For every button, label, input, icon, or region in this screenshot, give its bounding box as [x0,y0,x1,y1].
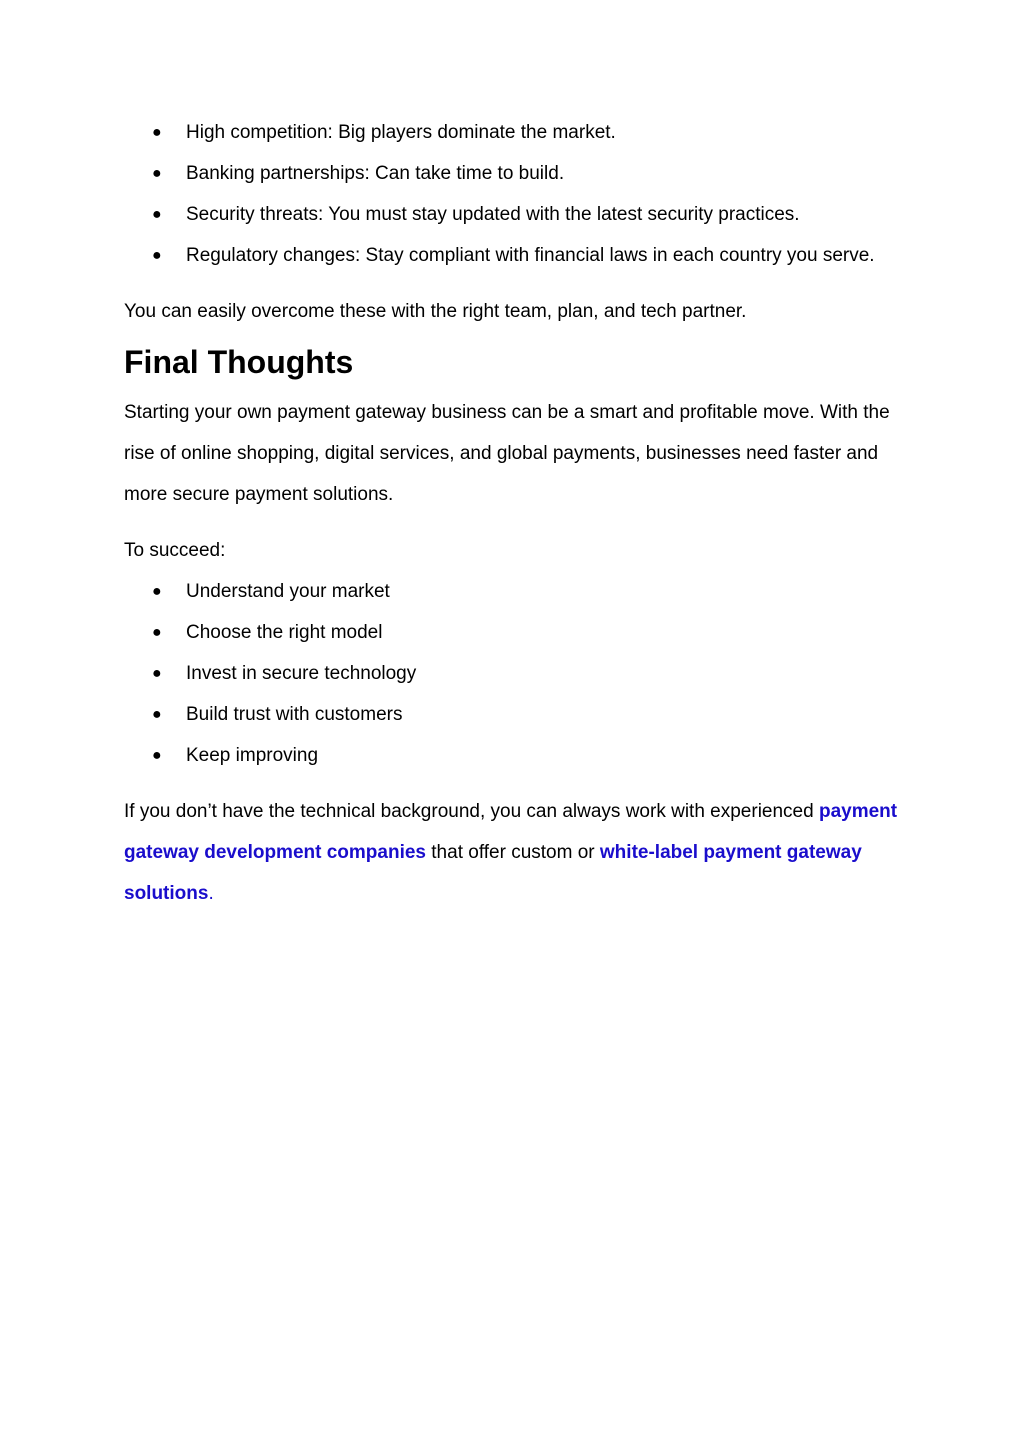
bullet-icon: ● [152,124,162,141]
challenges-list [124,112,904,276]
bullet-icon: ● [152,624,162,641]
list-item [124,735,904,776]
list-item-text: High competition: Big players dominate the market. [186,122,616,143]
intro-paragraph: Starting your own payment gateway business can be a smart and profitable move. With the rise of online shopping, digital services, and global payments, businesses need faster and more secure payment solutions. [124,402,890,505]
list-item-text: Keep improving [186,745,319,766]
list-item-text: Invest in secure technology [186,663,417,684]
bullet-icon: ● [152,706,162,723]
bullet-icon: ● [152,206,162,223]
list-item [124,153,904,194]
closing-paragraph [124,791,904,914]
bullet-icon: ● [152,583,162,600]
list-item [124,694,904,735]
closing-text-before: If you don’t have the technical background, you can always work with experienced [124,801,819,822]
list-item [124,194,904,235]
bullet-icon: ● [152,747,162,764]
overcome-paragraph: You can easily overcome these with the right team, plan, and tech partner. [124,301,747,322]
white-label-solutions-link[interactable]: white-label payment gateway solutions [124,842,862,904]
bullet-icon: ● [152,165,162,182]
list-item-text: Banking partnerships: Can take time to build. [186,163,565,184]
closing-text-middle: that offer custom or [426,842,600,863]
list-item-text: Security threats: You must stay updated with the latest security practices. [186,204,800,225]
payment-gateway-companies-link[interactable]: payment gateway development companies [124,801,898,863]
list-item-text: Regulatory changes: Stay compliant with financial laws in each country you serve. [186,245,875,266]
list-item-text: Understand your market [186,581,390,602]
list-item [124,653,904,694]
bullet-icon: ● [152,247,162,264]
document-page [124,112,904,914]
list-item-text: Build trust with customers [186,704,403,725]
list-item [124,571,904,612]
bullet-icon: ● [152,665,162,682]
section-heading: Final Thoughts [124,344,354,380]
closing-text-after: . [208,883,214,904]
succeed-list [124,571,904,776]
list-item [124,112,904,153]
list-item-text: Choose the right model [186,622,383,643]
succeed-label: To succeed: [124,540,226,561]
list-item [124,235,904,276]
list-item [124,612,904,653]
